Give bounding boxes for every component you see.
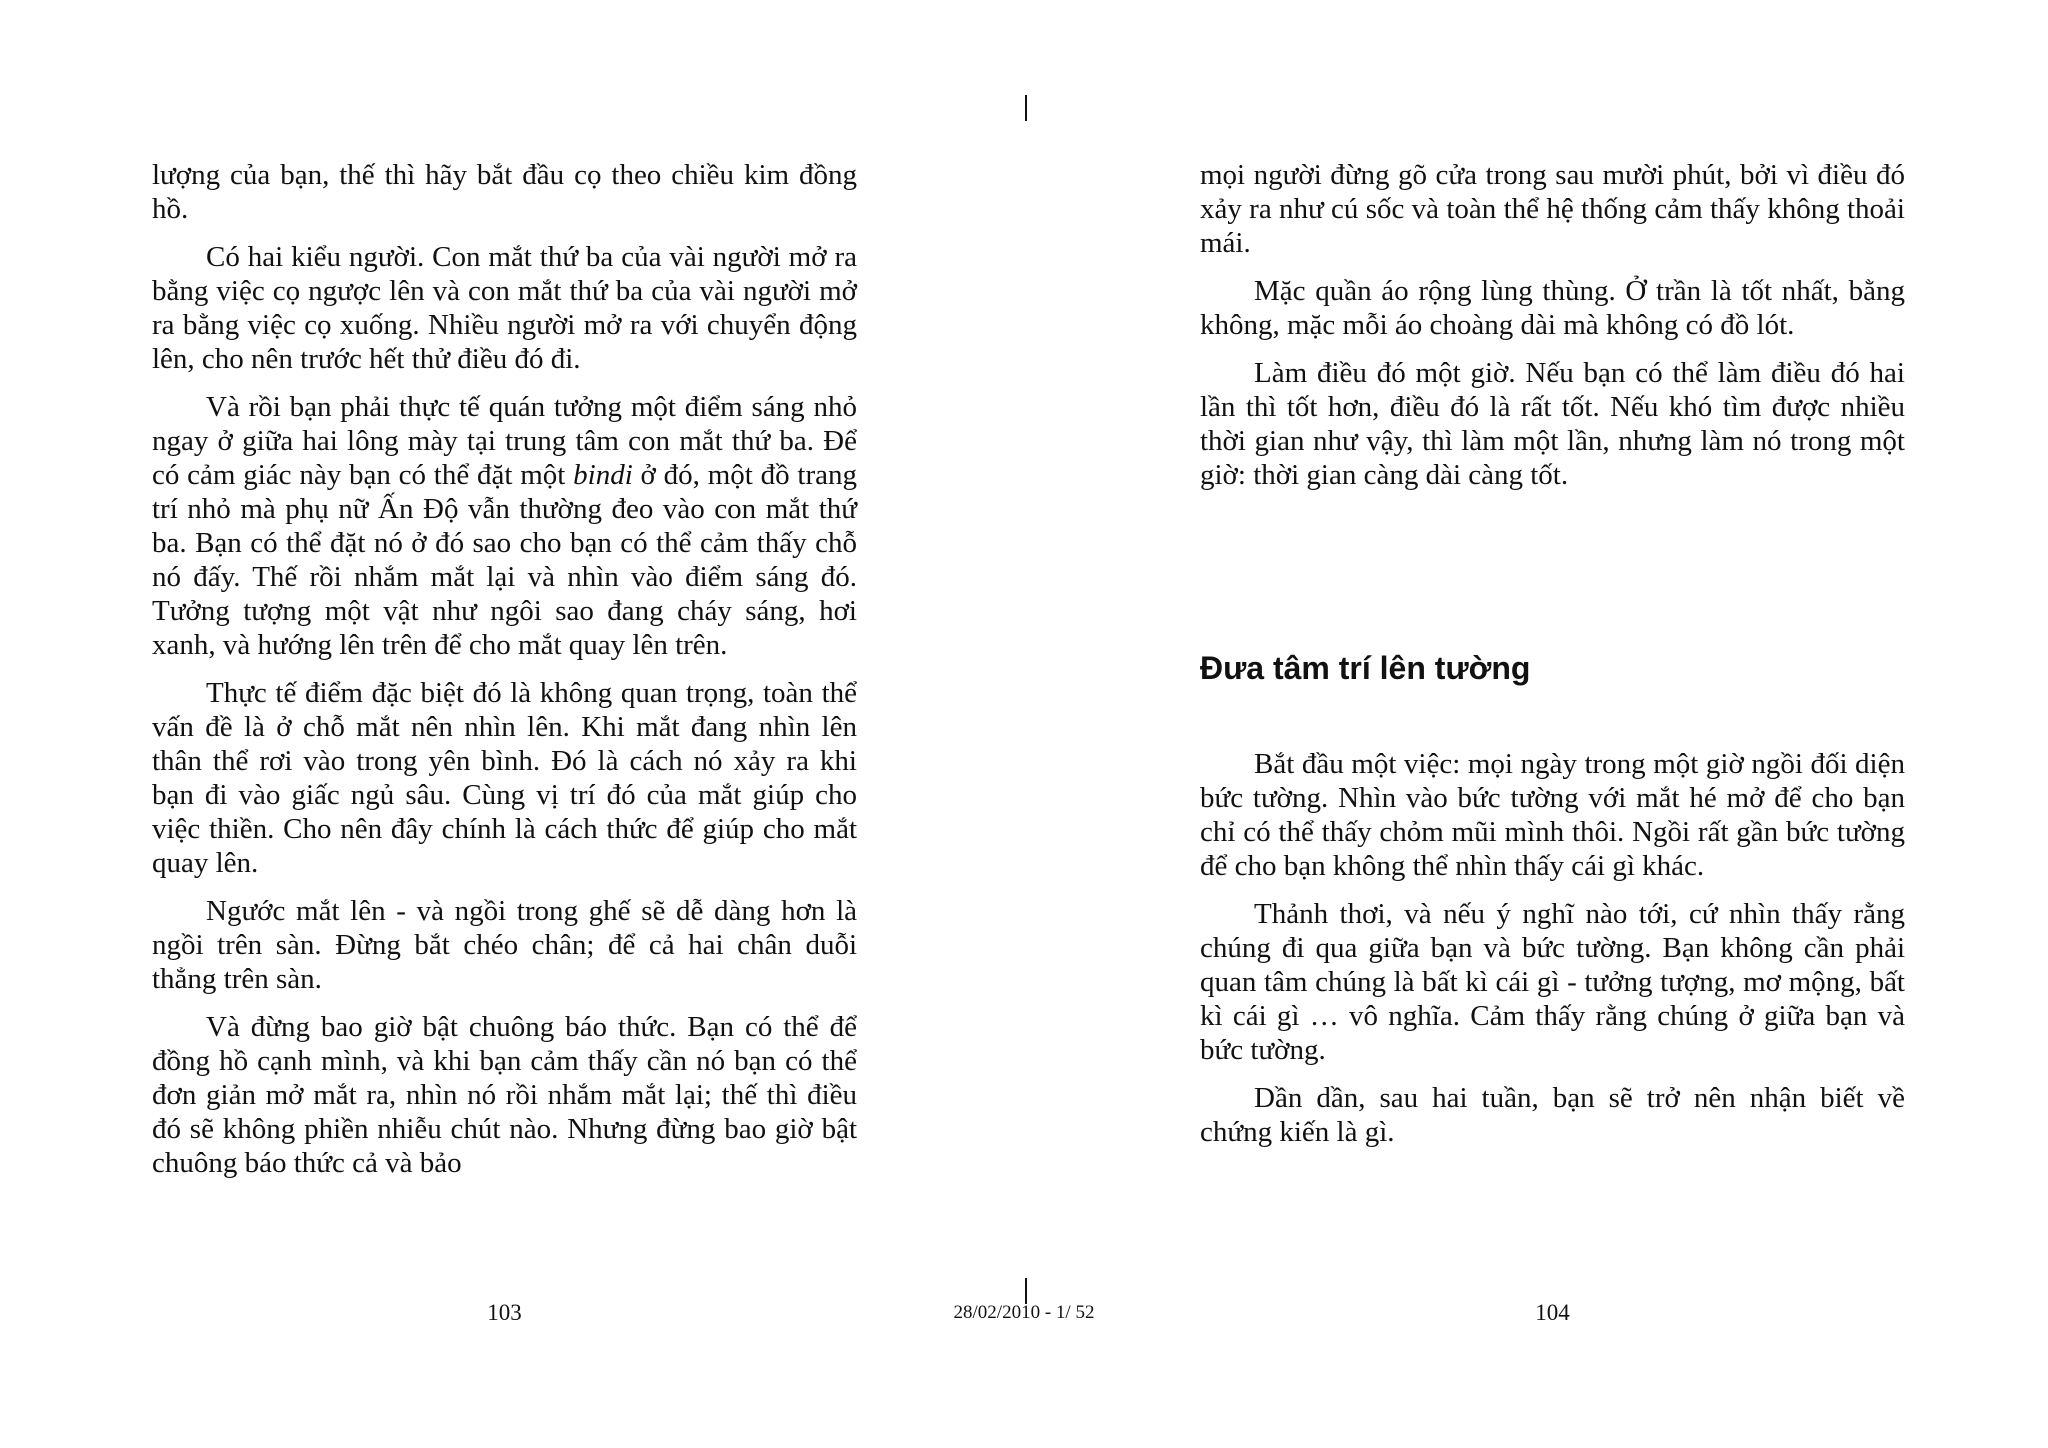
- page-number-left: 103: [487, 1300, 522, 1325]
- italic-term: bindi: [573, 459, 633, 491]
- paragraph: Ngước mắt lên - và ngồi trong ghế sẽ dễ dàng hơn là ngồi trên sàn. Đừng bắt chéo chân; để cả hai chân duỗi thẳng trên sàn.: [152, 895, 857, 995]
- left-page-text: [152, 158, 857, 1194]
- paragraph: Bắt đầu một việc: mọi ngày trong một giờ ngồi đối diện bức tường. Nhìn vào bức tường với mắt hé mở để cho bạn chỉ có thể thấy chỏm mũi mình thôi. Ngồi rất gần bức tường để cho bạn không thể nhìn thấy cái gì khác.: [1200, 748, 1905, 882]
- section-heading: Đưa tâm trí lên tường: [1200, 650, 1531, 686]
- right-page: [1200, 0, 1905, 1448]
- paragraph: Mặc quần áo rộng lùng thùng. Ở trần là tốt nhất, bằng không, mặc mỗi áo choàng dài mà không có đồ lót.: [1200, 275, 1905, 341]
- right-page-text-top: [1200, 158, 1905, 506]
- paragraph: Có hai kiểu người. Con mắt thứ ba của vài người mở ra bằng việc cọ ngược lên và con mắt thứ ba của vài người mở ra bằng việc cọ xuống. Nhiều người mở ra với chuyển động lên, cho nên trước hết thử điều đó đi.: [152, 241, 857, 375]
- paragraph-text: Và rồi bạn phải thực tế quán tưởng một điểm sáng nhỏ ngay ở giữa hai lông mày tại trung tâm con mắt thứ ba. Để có cảm giác này bạn có thể đặt một: [152, 391, 857, 491]
- page-number-right: 104: [1535, 1300, 1570, 1325]
- footer-date-page: 28/02/2010 - 1/ 52: [953, 1302, 1095, 1323]
- paragraph: Và đừng bao giờ bật chuông báo thức. Bạn có thể để đồng hồ cạnh mình, và khi bạn cảm thấy cần nó bạn có thể đơn giản mở mắt ra, nhìn nó rồi nhắm mắt lại; thế thì điều đó sẽ không phiền nhiễu chút nào. Nhưng đừng bao giờ bật chuông báo thức cả và bảo: [152, 1011, 857, 1179]
- paragraph-bindi: [152, 390, 857, 662]
- paragraph: mọi người đừng gõ cửa trong sau mười phút, bởi vì điều đó xảy ra như cú sốc và toàn thể hệ thống cảm thấy không thoải mái.: [1200, 159, 1905, 259]
- paragraph: Thực tế điểm đặc biệt đó là không quan trọng, toàn thể vấn đề là ở chỗ mắt nên nhìn lên. Khi mắt đang nhìn lên thân thể rơi vào trong yên bình. Đó là cách nó xảy ra khi bạn đi vào giấc ngủ sâu. Cùng vị trí đó của mắt giúp cho việc thiền. Cho nên đây chính là cách thức để giúp cho mắt quay lên.: [152, 677, 857, 879]
- paragraph: lượng của bạn, thế thì hãy bắt đầu cọ theo chiều kim đồng hồ.: [152, 159, 857, 225]
- paragraph: Dần dần, sau hai tuần, bạn sẽ trở nên nhận biết về chứng kiến là gì.: [1200, 1082, 1905, 1148]
- right-page-text-bottom: [1200, 747, 1905, 1163]
- paragraph: Thảnh thơi, và nếu ý nghĩ nào tới, cứ nhìn thấy rằng chúng đi qua giữa bạn và bức tường. Bạn không cần phải quan tâm chúng là bất kì cái gì - tưởng tượng, mơ mộng, bất kì cái gì … vô nghĩa. Cảm thấy rằng chúng ở giữa bạn và bức tường.: [1200, 898, 1905, 1066]
- center-fold-mark-bottom: [1025, 1278, 1027, 1304]
- paragraph-text: ở đó, một đồ trang trí nhỏ mà phụ nữ Ấn Độ vẫn thường đeo vào con mắt thứ ba. Bạn có thể đặt nó ở đó sao cho bạn có thể cảm thấy chỗ nó đấy. Thế rồi nhắm mắt lại và nhìn vào điểm sáng đó. Tưởng tượng một vật như ngôi sao đang cháy sáng, hơi xanh, và hướng lên trên để cho mắt quay lên trên.: [152, 459, 857, 661]
- left-page: [152, 0, 857, 1448]
- center-fold-mark-top: [1025, 95, 1027, 121]
- paragraph: Làm điều đó một giờ. Nếu bạn có thể làm điều đó hai lần thì tốt hơn, điều đó là rất tốt. Nếu khó tìm được nhiều thời gian như vậy, thì làm một lần, nhưng làm nó trong một giờ: thời gian càng dài càng tốt.: [1200, 357, 1905, 491]
